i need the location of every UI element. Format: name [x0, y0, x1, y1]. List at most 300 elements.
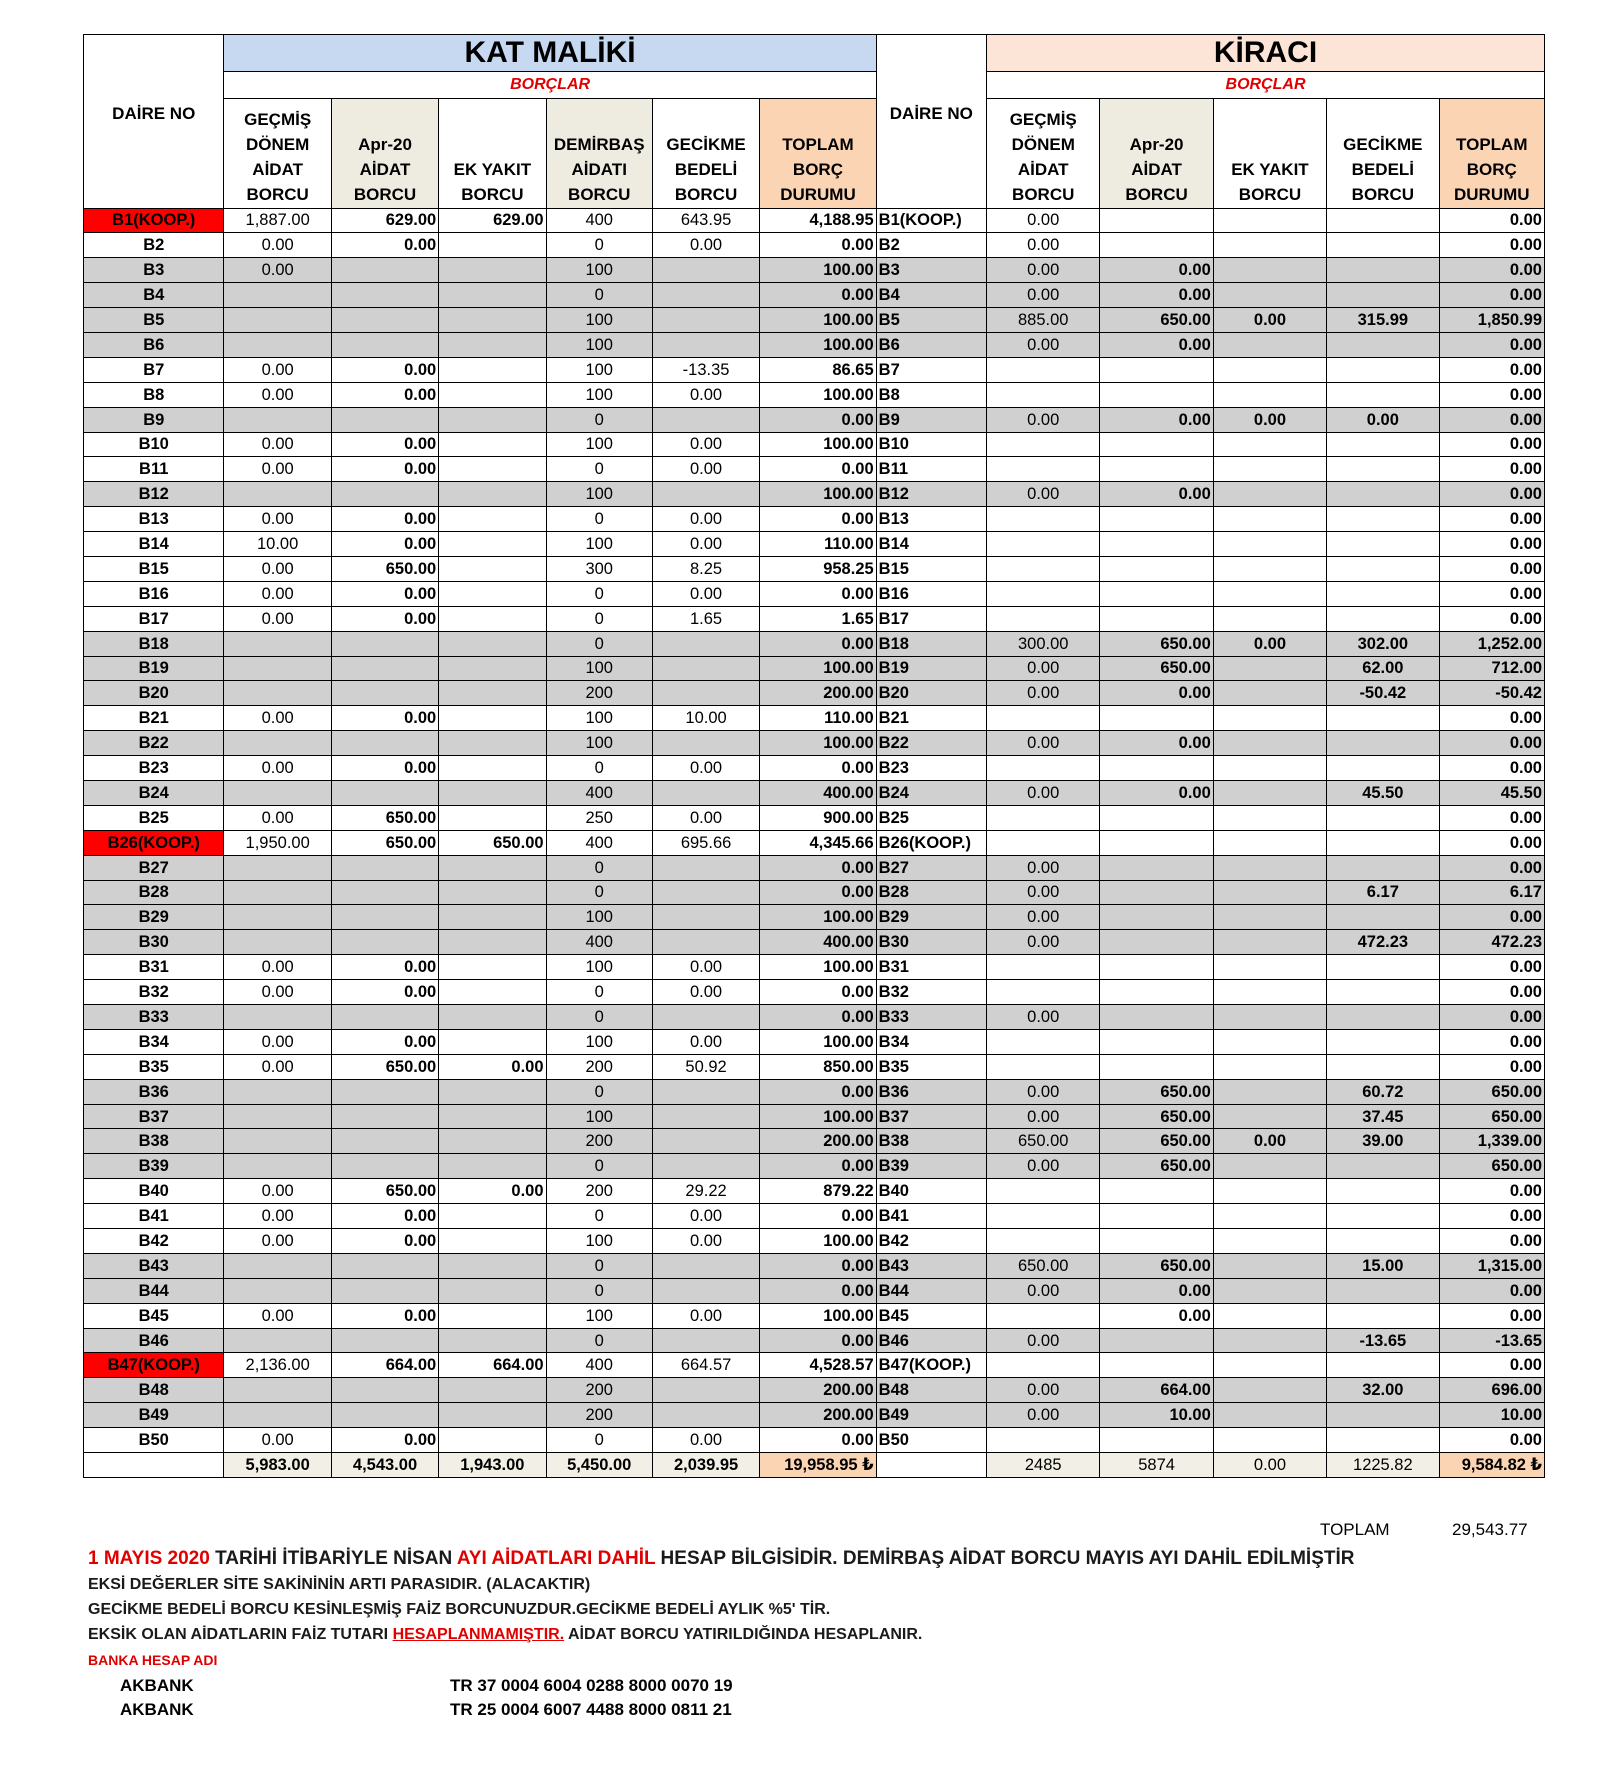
tenant-unit-no: B35	[876, 1054, 986, 1079]
note-date: 1 MAYIS 2020	[88, 1548, 210, 1569]
tenant-cell: 10.00	[1439, 1403, 1544, 1428]
owner-cell	[439, 308, 546, 333]
tenant-cell: 0.00	[1439, 731, 1544, 756]
tenant-cell: 0.00	[1439, 507, 1544, 532]
table-row	[84, 1005, 1545, 1030]
tenant-cell	[1327, 1154, 1439, 1179]
tenant-unit-no: B11	[876, 457, 986, 482]
tenant-cell: 0.00	[1100, 681, 1213, 706]
tenant-cell	[1327, 382, 1439, 407]
tenant-cell	[1327, 1179, 1439, 1204]
tenant-total: 0.00	[1213, 1453, 1326, 1478]
owner-cell: 0	[546, 631, 652, 656]
tenant-cell: 650.00	[1100, 656, 1213, 681]
owner-cell	[439, 780, 546, 805]
tenant-cell: 0.00	[1439, 208, 1544, 233]
tenant-cell	[987, 1303, 1100, 1328]
owner-cell: 0.00	[760, 1005, 876, 1030]
tenant-unit-no: B40	[876, 1179, 986, 1204]
tenant-cell: 0.00	[1439, 1005, 1544, 1030]
owner-cell	[652, 482, 759, 507]
table-row	[84, 382, 1545, 407]
tenant-cell: 650.00	[987, 1129, 1100, 1154]
tenant-cell	[1100, 1054, 1213, 1079]
owner-cell: 0.00	[760, 1154, 876, 1179]
owner-unit-no: B1(KOOP.)	[84, 208, 224, 233]
tenant-cell: 300.00	[987, 631, 1100, 656]
owner-cell: 0.00	[331, 706, 438, 731]
tenant-cell	[1213, 805, 1326, 830]
tenant-cell	[987, 1229, 1100, 1254]
tenant-cell: 0.00	[987, 283, 1100, 308]
tenant-cell	[1100, 930, 1213, 955]
table-row	[84, 930, 1545, 955]
owner-cell: 664.00	[439, 1353, 546, 1378]
owner-cell	[224, 1328, 331, 1353]
owner-cell: 0	[546, 880, 652, 905]
tenant-cell	[1213, 830, 1326, 855]
bank-iban: TR 37 0004 6004 0288 8000 0070 19	[450, 1676, 733, 1695]
tenant-unit-no: B44	[876, 1278, 986, 1303]
owner-cell	[439, 1278, 546, 1303]
tenant-cell: 0.00	[1439, 1303, 1544, 1328]
tenant-cell	[1213, 756, 1326, 781]
tenant-unit-no: B18	[876, 631, 986, 656]
owner-cell: 100.00	[760, 656, 876, 681]
owner-unit-no: B28	[84, 880, 224, 905]
owner-cell: 664.57	[652, 1353, 759, 1378]
totals-row	[84, 1453, 1545, 1478]
tenant-cell: 0.00	[1439, 756, 1544, 781]
table-row	[84, 631, 1545, 656]
owner-cell: 250	[546, 805, 652, 830]
tenant-cell	[1327, 233, 1439, 258]
owner-cell	[331, 1378, 438, 1403]
table-row	[84, 332, 1545, 357]
owner-cell: 650.00	[439, 830, 546, 855]
tenant-cell	[1327, 1054, 1439, 1079]
owner-cell	[331, 855, 438, 880]
owner-cell	[331, 631, 438, 656]
owner-cell: 100	[546, 1029, 652, 1054]
owner-daire-no-header: DAİRE NO	[84, 99, 224, 209]
tenant-cell	[1100, 1204, 1213, 1229]
owner-unit-no: B7	[84, 357, 224, 382]
owner-cell	[652, 1328, 759, 1353]
owner-cell: 0.00	[224, 980, 331, 1005]
tenant-cell: 0.00	[1439, 283, 1544, 308]
owner-cell	[331, 283, 438, 308]
tenant-cell	[1213, 457, 1326, 482]
owner-cell	[224, 1253, 331, 1278]
bank-iban: TR 25 0004 6007 4488 8000 0811 21	[450, 1700, 732, 1719]
owner-cell: 100	[546, 706, 652, 731]
owner-total: 19,958.95 ₺	[760, 1453, 876, 1478]
note-line-2: EKSİ DEĞERLER SİTE SAKİNİNİN ARTI PARASIDIR. (ALACAKTIR)	[88, 1576, 591, 1593]
owner-cell: 0	[546, 233, 652, 258]
tenant-unit-no: B38	[876, 1129, 986, 1154]
tenant-cell	[987, 507, 1100, 532]
tenant-cell: 0.00	[1100, 258, 1213, 283]
owner-cell	[224, 1129, 331, 1154]
tenant-cell: 0.00	[1439, 556, 1544, 581]
owner-unit-no: B24	[84, 780, 224, 805]
owner-cell: 0.00	[224, 556, 331, 581]
tenant-cell: 0.00	[987, 1005, 1100, 1030]
owner-col-header: EK YAKIT BORCU	[439, 99, 546, 209]
tenant-cell: 712.00	[1439, 656, 1544, 681]
owner-cell: 0	[546, 581, 652, 606]
tenant-cell	[1327, 1029, 1439, 1054]
owner-cell	[331, 731, 438, 756]
tenant-cell	[987, 706, 1100, 731]
owner-cell: 100.00	[760, 1104, 876, 1129]
table-row	[84, 1278, 1545, 1303]
owner-cell: 650.00	[331, 830, 438, 855]
owner-cell: 0.00	[652, 980, 759, 1005]
tenant-col-header: Apr-20 AİDAT BORCU	[1100, 99, 1213, 209]
tenant-cell: 0.00	[1439, 382, 1544, 407]
owner-cell: 0	[546, 407, 652, 432]
tenant-cell: 0.00	[1439, 1428, 1544, 1453]
tenant-cell: 0.00	[1439, 855, 1544, 880]
owner-cell	[439, 606, 546, 631]
owner-unit-no: B27	[84, 855, 224, 880]
tenant-unit-no: B31	[876, 955, 986, 980]
tenant-cell	[1100, 357, 1213, 382]
owner-unit-no: B17	[84, 606, 224, 631]
owner-borclar-label: BORÇLAR	[224, 72, 876, 99]
owner-cell: 100	[546, 1229, 652, 1254]
owner-cell: 100	[546, 332, 652, 357]
tenant-unit-no: B24	[876, 780, 986, 805]
owner-cell	[652, 656, 759, 681]
tenant-cell: 650.00	[1439, 1154, 1544, 1179]
owner-cell: 695.66	[652, 830, 759, 855]
table-row	[84, 880, 1545, 905]
owner-cell: 664.00	[331, 1353, 438, 1378]
owner-cell	[439, 631, 546, 656]
tenant-cell	[1213, 258, 1326, 283]
tenant-unit-no: B49	[876, 1403, 986, 1428]
tenant-cell: 472.23	[1439, 930, 1544, 955]
owner-col-header: GEÇMİŞ DÖNEM AİDAT BORCU	[224, 99, 331, 209]
note-highlight: HESAPLANMAMIŞTIR.	[392, 1626, 565, 1643]
owner-cell: 100	[546, 308, 652, 333]
owner-cell: 650.00	[331, 805, 438, 830]
tenant-cell	[1327, 532, 1439, 557]
tenant-cell	[1327, 432, 1439, 457]
tenant-cell: 0.00	[1439, 980, 1544, 1005]
tenant-cell: 0.00	[987, 1328, 1100, 1353]
owner-cell	[652, 407, 759, 432]
tenant-cell: 0.00	[1439, 482, 1544, 507]
owner-cell: 100.00	[760, 955, 876, 980]
owner-cell	[439, 258, 546, 283]
tenant-cell	[1213, 357, 1326, 382]
spacer-cell	[876, 72, 986, 99]
tenant-cell: 0.00	[1100, 1303, 1213, 1328]
tenant-cell: 1,850.99	[1439, 308, 1544, 333]
owner-cell: 0.00	[224, 706, 331, 731]
owner-cell	[224, 1278, 331, 1303]
owner-unit-no: B20	[84, 681, 224, 706]
owner-cell	[652, 930, 759, 955]
owner-unit-no: B15	[84, 556, 224, 581]
tenant-cell: 0.00	[987, 1079, 1100, 1104]
owner-cell: 0.00	[652, 1229, 759, 1254]
owner-cell: 1.65	[760, 606, 876, 631]
tenant-cell: -13.65	[1327, 1328, 1439, 1353]
owner-cell: 0.00	[652, 382, 759, 407]
owner-cell: 1.65	[652, 606, 759, 631]
tenant-unit-no: B12	[876, 482, 986, 507]
table-row	[84, 457, 1545, 482]
owner-cell: 1,950.00	[224, 830, 331, 855]
table-row	[84, 1303, 1545, 1328]
owner-cell: 0.00	[331, 357, 438, 382]
tenant-cell: 0.00	[1439, 1054, 1544, 1079]
owner-cell	[331, 681, 438, 706]
tenant-cell	[1213, 955, 1326, 980]
tenant-cell	[1213, 1204, 1326, 1229]
owner-cell	[652, 681, 759, 706]
tenant-cell: 650.00	[1100, 631, 1213, 656]
tenant-unit-no: B27	[876, 855, 986, 880]
tenant-cell: 32.00	[1327, 1378, 1439, 1403]
owner-cell: 100.00	[760, 332, 876, 357]
owner-cell: 0.00	[652, 955, 759, 980]
tenant-cell: 0.00	[1439, 805, 1544, 830]
owner-cell: 0.00	[652, 507, 759, 532]
owner-cell: 0	[546, 507, 652, 532]
tenant-cell	[1327, 706, 1439, 731]
owner-cell	[224, 1079, 331, 1104]
tenant-cell	[1327, 980, 1439, 1005]
owner-cell: 400	[546, 1353, 652, 1378]
owner-unit-no: B44	[84, 1278, 224, 1303]
owner-cell: 0.00	[760, 1428, 876, 1453]
owner-cell	[224, 731, 331, 756]
owner-cell: 100	[546, 656, 652, 681]
owner-cell	[652, 631, 759, 656]
tenant-col-header: EK YAKIT BORCU	[1213, 99, 1326, 209]
owner-total: 1,943.00	[439, 1453, 546, 1478]
owner-cell: 0.00	[652, 432, 759, 457]
tenant-cell	[1327, 556, 1439, 581]
tenant-cell: 0.00	[1327, 407, 1439, 432]
owner-cell	[224, 283, 331, 308]
tenant-cell	[1213, 1029, 1326, 1054]
tenant-cell	[987, 556, 1100, 581]
table-row	[84, 1229, 1545, 1254]
tenant-cell: 0.00	[1439, 1278, 1544, 1303]
owner-cell	[439, 1079, 546, 1104]
owner-unit-no: B19	[84, 656, 224, 681]
table-row	[84, 1154, 1545, 1179]
owner-cell: 0.00	[760, 855, 876, 880]
owner-unit-no: B21	[84, 706, 224, 731]
owner-cell	[439, 507, 546, 532]
owner-cell: 110.00	[760, 532, 876, 557]
tenant-cell	[1327, 830, 1439, 855]
tenant-unit-no: B14	[876, 532, 986, 557]
tenant-cell: 0.00	[1439, 407, 1544, 432]
owner-cell: 0.00	[331, 756, 438, 781]
tenant-cell	[1100, 581, 1213, 606]
owner-cell: 0.00	[331, 432, 438, 457]
tenant-cell	[1213, 1054, 1326, 1079]
owner-cell	[652, 1104, 759, 1129]
owner-cell	[439, 1104, 546, 1129]
tenant-cell: 6.17	[1327, 880, 1439, 905]
owner-cell	[331, 407, 438, 432]
owner-cell: 0.00	[224, 432, 331, 457]
owner-cell	[439, 1154, 546, 1179]
owner-total: 5,983.00	[224, 1453, 331, 1478]
tenant-cell	[1327, 1278, 1439, 1303]
owner-cell: 200.00	[760, 1403, 876, 1428]
tenant-unit-no: B22	[876, 731, 986, 756]
owner-cell: 400	[546, 930, 652, 955]
owner-cell: 0.00	[760, 1253, 876, 1278]
owner-cell: 0.00	[652, 233, 759, 258]
tenant-unit-no: B50	[876, 1428, 986, 1453]
owner-cell: 0.00	[652, 1303, 759, 1328]
owner-unit-no: B36	[84, 1079, 224, 1104]
owner-cell: 850.00	[760, 1054, 876, 1079]
owner-cell: 0.00	[652, 1428, 759, 1453]
bank-title: BANKA HESAP ADI	[88, 1652, 218, 1668]
tenant-cell: 650.00	[1100, 1104, 1213, 1129]
tenant-cell	[1100, 432, 1213, 457]
tenant-col-header: GEÇMİŞ DÖNEM AİDAT BORCU	[987, 99, 1100, 209]
owner-cell: 0.00	[652, 457, 759, 482]
tenant-cell	[987, 1179, 1100, 1204]
tenant-cell: 37.45	[1327, 1104, 1439, 1129]
table-row	[84, 1104, 1545, 1129]
owner-cell: 0.00	[331, 955, 438, 980]
table-row	[84, 482, 1545, 507]
owner-cell	[331, 1005, 438, 1030]
owner-cell: 400	[546, 780, 652, 805]
owner-cell	[439, 905, 546, 930]
tenant-unit-no: B4	[876, 283, 986, 308]
tenant-cell	[1213, 681, 1326, 706]
owner-cell: 0.00	[331, 606, 438, 631]
owner-cell	[224, 631, 331, 656]
owner-cell: 8.25	[652, 556, 759, 581]
tenant-cell	[1100, 830, 1213, 855]
tenant-cell: 0.00	[987, 233, 1100, 258]
owner-unit-no: B14	[84, 532, 224, 557]
owner-cell: 0.00	[331, 980, 438, 1005]
tenant-cell	[987, 1428, 1100, 1453]
owner-cell: 4,188.95	[760, 208, 876, 233]
owner-cell	[439, 1378, 546, 1403]
owner-cell	[439, 805, 546, 830]
owner-cell: 300	[546, 556, 652, 581]
table-row	[84, 1204, 1545, 1229]
tenant-cell	[1100, 382, 1213, 407]
owner-cell: 100	[546, 955, 652, 980]
tenant-cell	[1100, 805, 1213, 830]
tenant-cell	[1327, 457, 1439, 482]
note-text: EKSİK OLAN AİDATLARIN FAİZ TUTARI	[88, 1626, 393, 1643]
owner-unit-no: B22	[84, 731, 224, 756]
tenant-cell: 10.00	[1100, 1403, 1213, 1428]
table-row	[84, 955, 1545, 980]
tenant-cell: 696.00	[1439, 1378, 1544, 1403]
table-row	[84, 830, 1545, 855]
tenant-cell: 0.00	[1213, 407, 1326, 432]
tenant-cell	[1213, 1328, 1326, 1353]
owner-cell	[224, 308, 331, 333]
tenant-unit-no: B16	[876, 581, 986, 606]
tenant-cell	[1327, 606, 1439, 631]
tenant-cell	[1213, 1253, 1326, 1278]
tenant-cell: 0.00	[1213, 1129, 1326, 1154]
tenant-cell: 0.00	[1439, 581, 1544, 606]
table-row	[84, 706, 1545, 731]
tenant-cell: 0.00	[1439, 1204, 1544, 1229]
owner-cell: 200.00	[760, 1129, 876, 1154]
tenant-cell: 0.00	[1439, 1353, 1544, 1378]
owner-cell: 0.00	[652, 581, 759, 606]
tenant-cell	[987, 1353, 1100, 1378]
tenant-cell	[1213, 332, 1326, 357]
tenant-unit-no: B10	[876, 432, 986, 457]
owner-cell: 0	[546, 457, 652, 482]
owner-cell: 100.00	[760, 258, 876, 283]
owner-cell	[439, 980, 546, 1005]
owner-cell: 0	[546, 1154, 652, 1179]
tenant-cell	[1100, 1353, 1213, 1378]
tenant-cell: 0.00	[987, 1403, 1100, 1428]
tenant-cell: 650.00	[1100, 1079, 1213, 1104]
owner-cell: 110.00	[760, 706, 876, 731]
owner-cell: 0.00	[760, 980, 876, 1005]
tenant-cell: 0.00	[1439, 332, 1544, 357]
owner-cell	[439, 1005, 546, 1030]
tenant-unit-no: B21	[876, 706, 986, 731]
tenant-borclar-label: BORÇLAR	[987, 72, 1545, 99]
owner-cell	[224, 855, 331, 880]
owner-cell	[439, 681, 546, 706]
owner-cell	[224, 332, 331, 357]
tenant-cell	[1100, 1328, 1213, 1353]
owner-cell: 10.00	[652, 706, 759, 731]
owner-cell: 400.00	[760, 780, 876, 805]
owner-cell	[224, 1154, 331, 1179]
table-row	[84, 1029, 1545, 1054]
tenant-section-title: KİRACI	[987, 35, 1545, 72]
tenant-cell: 650.00	[1100, 1154, 1213, 1179]
tenant-cell	[987, 382, 1100, 407]
owner-cell: 0.00	[224, 382, 331, 407]
owner-cell: 0	[546, 1204, 652, 1229]
owner-total: 5,450.00	[546, 1453, 652, 1478]
tenant-cell: 0.00	[987, 407, 1100, 432]
tenant-cell	[1213, 855, 1326, 880]
owner-cell: 100	[546, 382, 652, 407]
owner-cell: 0.00	[439, 1054, 546, 1079]
tenant-cell	[1100, 457, 1213, 482]
tenant-cell	[1100, 606, 1213, 631]
corner-cell	[84, 72, 224, 99]
tenant-cell: 885.00	[987, 308, 1100, 333]
owner-cell: 0.00	[331, 233, 438, 258]
